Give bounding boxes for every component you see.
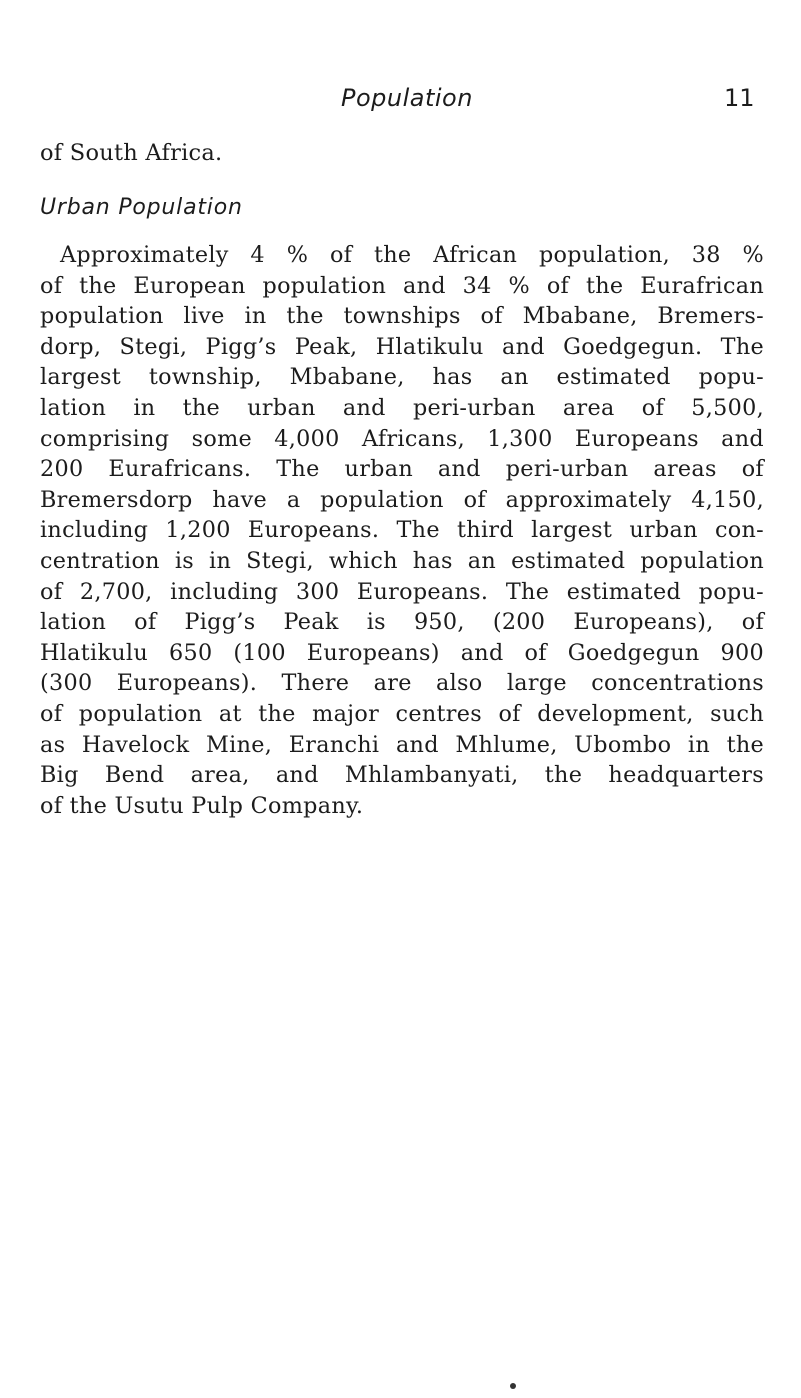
paragraph-line: lation of Pigg’s Peak is 950, (200 Europeans), of bbox=[40, 609, 764, 636]
carryover-line: of South Africa. bbox=[40, 140, 223, 166]
paragraph-line: dorp, Stegi, Pigg’s Peak, Hlatikulu and Goedgegun. The bbox=[40, 333, 764, 360]
paragraph-line: Big Bend area, and Mhlambanyati, the headquarters bbox=[40, 762, 764, 789]
running-head bbox=[0, 84, 801, 124]
paragraph bbox=[40, 240, 764, 821]
paragraph-line: of the Usutu Pulp Company. bbox=[40, 792, 364, 819]
paragraph-line: (300 Europeans). There are also large concentrations bbox=[40, 670, 764, 697]
paragraph-line: of 2,700, including 300 Europeans. The estimated popu- bbox=[40, 578, 764, 605]
paragraph-line: population live in the townships of Mbabane, Bremers- bbox=[40, 303, 764, 330]
paragraph-line: as Havelock Mine, Eranchi and Mhlume, Ubombo in the bbox=[40, 731, 764, 758]
print-speck bbox=[510, 1383, 516, 1389]
running-title: Population bbox=[341, 84, 473, 112]
paragraph-line: Bremersdorp have a population of approximately 4,150, bbox=[40, 486, 764, 513]
page-number: 11 bbox=[724, 84, 755, 112]
paragraph-line: including 1,200 Europeans. The third largest urban con- bbox=[40, 517, 764, 544]
paragraph-line: of the European population and 34 % of the Eurafrican bbox=[40, 272, 764, 299]
paragraph-line: Hlatikulu 650 (100 Europeans) and of Goedgegun 900 bbox=[40, 639, 764, 666]
paragraph-line: lation in the urban and peri-urban area of 5,500, bbox=[40, 394, 764, 421]
paragraph-line: comprising some 4,000 Africans, 1,300 Europeans and bbox=[40, 425, 764, 452]
paragraph-line: centration is in Stegi, which has an estimated population bbox=[40, 547, 764, 574]
paragraph-line: of population at the major centres of development, such bbox=[40, 700, 764, 727]
section-heading: Urban Population bbox=[40, 195, 243, 220]
paragraph-line: largest township, Mbabane, has an estimated popu- bbox=[40, 364, 764, 391]
paragraph-line: Approximately 4 % of the African population, 38 % bbox=[60, 242, 764, 268]
paragraph-line: 200 Eurafricans. The urban and peri-urban areas of bbox=[40, 456, 764, 483]
